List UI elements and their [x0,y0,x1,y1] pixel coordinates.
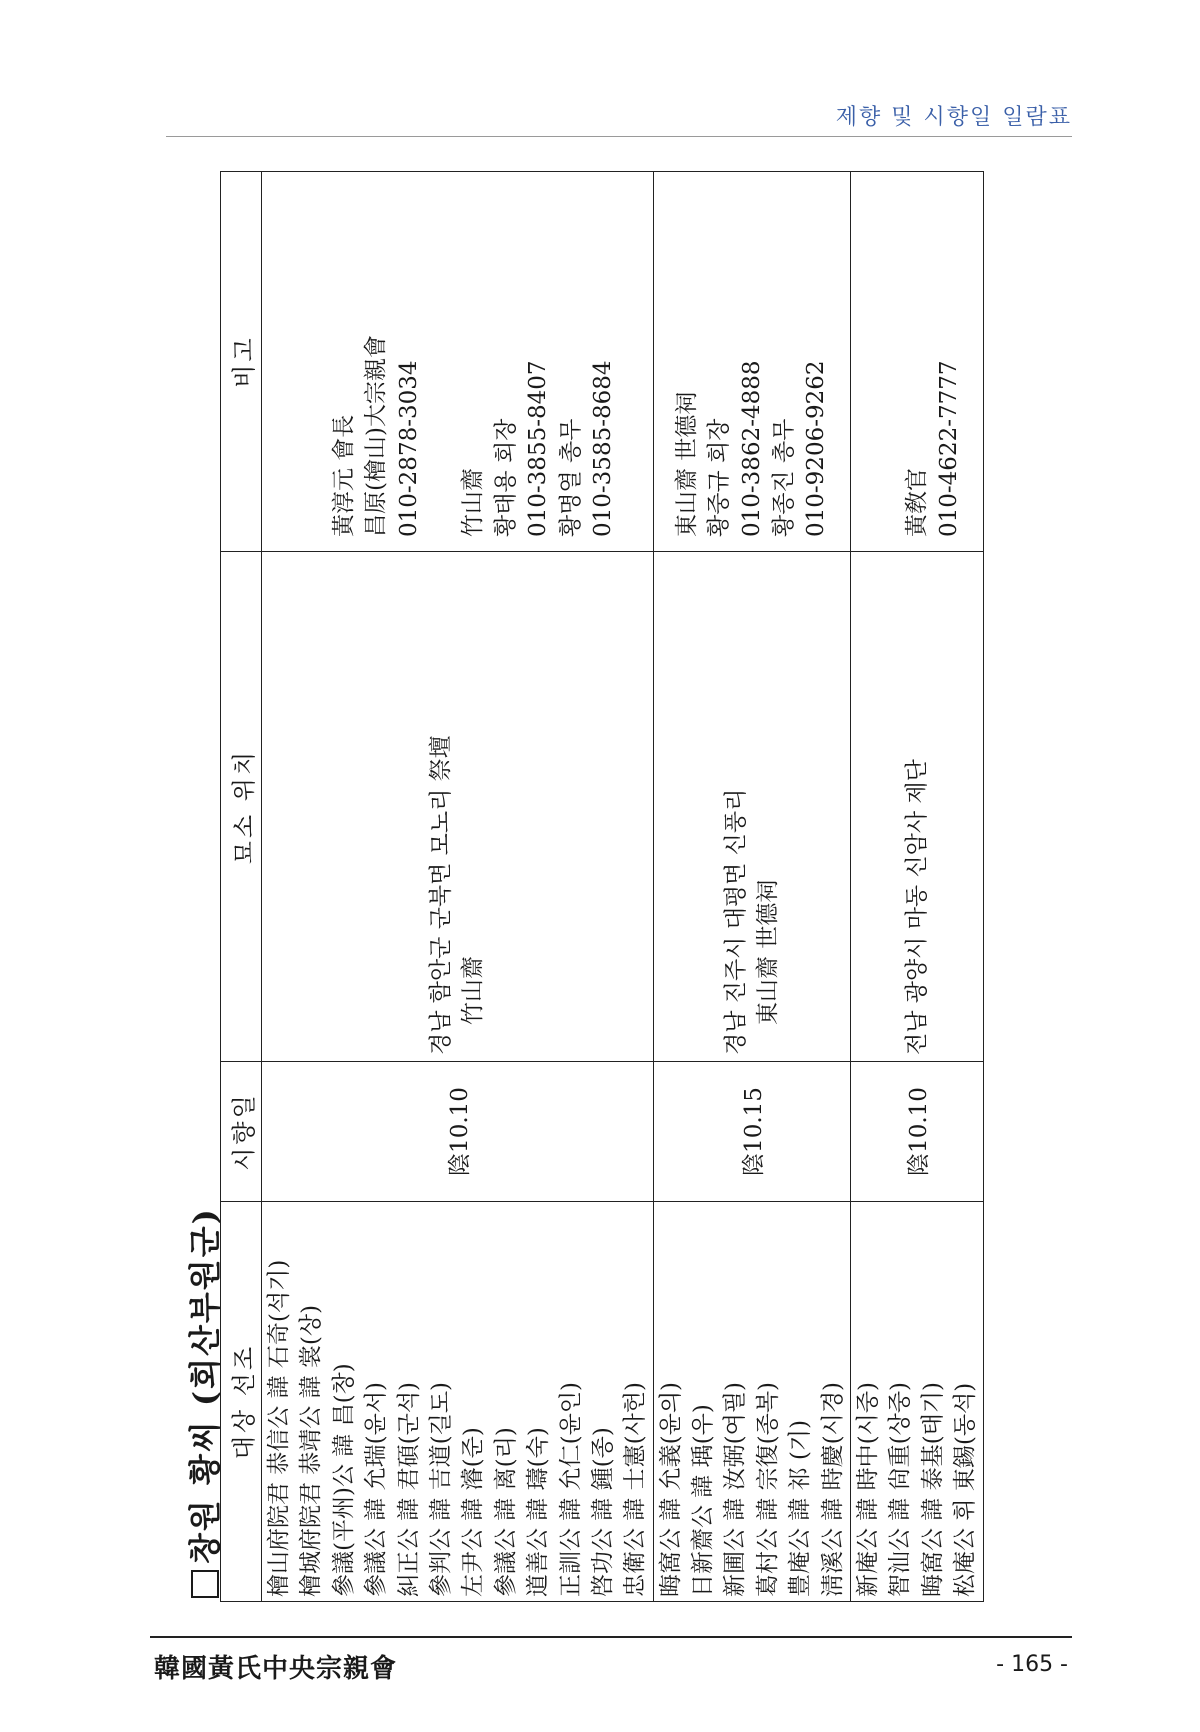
table-row [262,172,654,1602]
grave-location-cell [653,552,850,1062]
ancestor-name: 道善公 諱 璹(숙) [525,1427,552,1597]
table-row [653,172,850,1602]
header-date: 시향일 [221,1062,262,1202]
ancestor-name: 淸溪公 諱 時慶(시경) [819,1381,846,1597]
note-line: 010-3855-8407 [525,360,552,537]
grave-location-line: 東山齋 世德祠 [754,879,781,1025]
note-line: 황태용 회장 [492,418,519,537]
note-line: 黃淳元 會長 [330,414,357,537]
ancestor-name: 晦窩公 諱 泰基(태기) [919,1381,946,1597]
table-header-row [221,172,262,1602]
ancestor-name: 松庵公 휘 東錫(동석) [952,1382,979,1597]
note-line: 010-3862-4888 [738,360,765,537]
footer-organization: 韓國黃氏中央宗親會 [154,1654,398,1684]
ancestor-name: 檜山府院君 恭信公 諱 石奇(석기) [266,1259,292,1597]
note-cell [653,172,850,552]
ancestor-name: 左尹公 諱 濬(준) [460,1427,487,1597]
ancestor-cell [653,1202,850,1602]
ancestor-name: 參議公 諱 离(리) [492,1427,519,1597]
note-line: 010-9206-9262 [803,360,830,537]
page-header-title: 제향 및 시향일 일람표 [835,105,1072,130]
grave-location-line: 竹山齋 [460,956,487,1025]
ancestor-name: 參判公 諱 吉道(길도) [427,1381,454,1597]
grave-location-line: 전남 광양시 마동 신암사 제단 [903,759,930,1055]
note-line: 010-3585-8684 [589,360,616,537]
grave-location-cell [262,552,654,1062]
page-number: - 165 - [996,1652,1068,1677]
note-line: 昌原(檜山)大宗親會 [363,335,390,537]
grave-location-cell [851,552,984,1062]
ancestor-name: 糾正公 諱 君碩(군석) [395,1381,422,1597]
ancestor-name: 忠衛公 諱 士憲(사헌) [622,1381,649,1597]
ancestor-name: 檜城府院君 恭靖公 諱 裳(상) [298,1304,325,1597]
memorial-date: 陰10.15 [653,1062,850,1202]
header-divider [166,136,1072,137]
ancestor-name: 啓功公 諱 鍾(종) [589,1427,616,1597]
ancestor-name: 葛村公 諱 宗復(종복) [754,1381,781,1597]
checkbox-square-icon [191,1570,219,1598]
rotated-table-block [168,172,1008,1612]
memorial-schedule-table [220,171,984,1602]
section-title: 창원 황씨 (회산부원군) [180,1207,226,1598]
ancestor-cell [851,1202,984,1602]
note-line: 東山齋 世德祠 [673,391,700,537]
note-line: 010-2878-3034 [395,360,422,537]
ancestor-name: 日新齋公 諱 瑀(우) [690,1404,717,1597]
note-line: 竹山齋 [460,468,487,537]
note-line: 010-4622-7777 [936,360,962,537]
grave-location-line: 경남 함안군 군북면 모노리 祭壇 [428,735,455,1055]
header-note: 비고 [221,172,262,552]
note-line [295,172,327,537]
note-cell [262,172,654,552]
ancestor-cell [262,1202,654,1602]
note-line [868,172,900,537]
table-row [851,172,984,1602]
header-location: 묘소 위치 [221,552,262,1062]
ancestor-name: 參議(平州)公 諱 昌(창) [330,1363,357,1597]
memorial-date: 陰10.10 [262,1062,654,1202]
ancestor-name: 智汕公 諱 尙重(상중) [887,1381,914,1597]
grave-location-line: 경남 진주시 대평면 신풍리 [722,788,749,1055]
ancestor-name: 參議公 諱 允瑞(윤서) [363,1381,390,1597]
note-line [425,172,457,537]
ancestor-name: 正訓公 諱 允仁(윤인) [557,1381,584,1597]
note-line: 黃敎官 [903,468,930,537]
ancestor-name: 新圃公 諱 汝弼(여필) [722,1381,749,1597]
ancestor-name: 新庵公 諱 時中(시중) [855,1381,882,1597]
memorial-date: 陰10.10 [851,1062,984,1202]
ancestor-name: 晦窩公 諱 允義(윤의) [657,1381,684,1597]
ancestor-name: 豊庵公 諱 祁 (기) [787,1419,814,1597]
note-line: 황종진 총무 [771,418,798,537]
footer-divider [150,1636,1072,1638]
note-cell [851,172,984,552]
note-line: 황중규 회장 [706,418,733,537]
table-body [262,172,984,1602]
header-ancestor: 대상 선조 [221,1202,262,1602]
note-line: 황명열 총무 [557,418,584,537]
